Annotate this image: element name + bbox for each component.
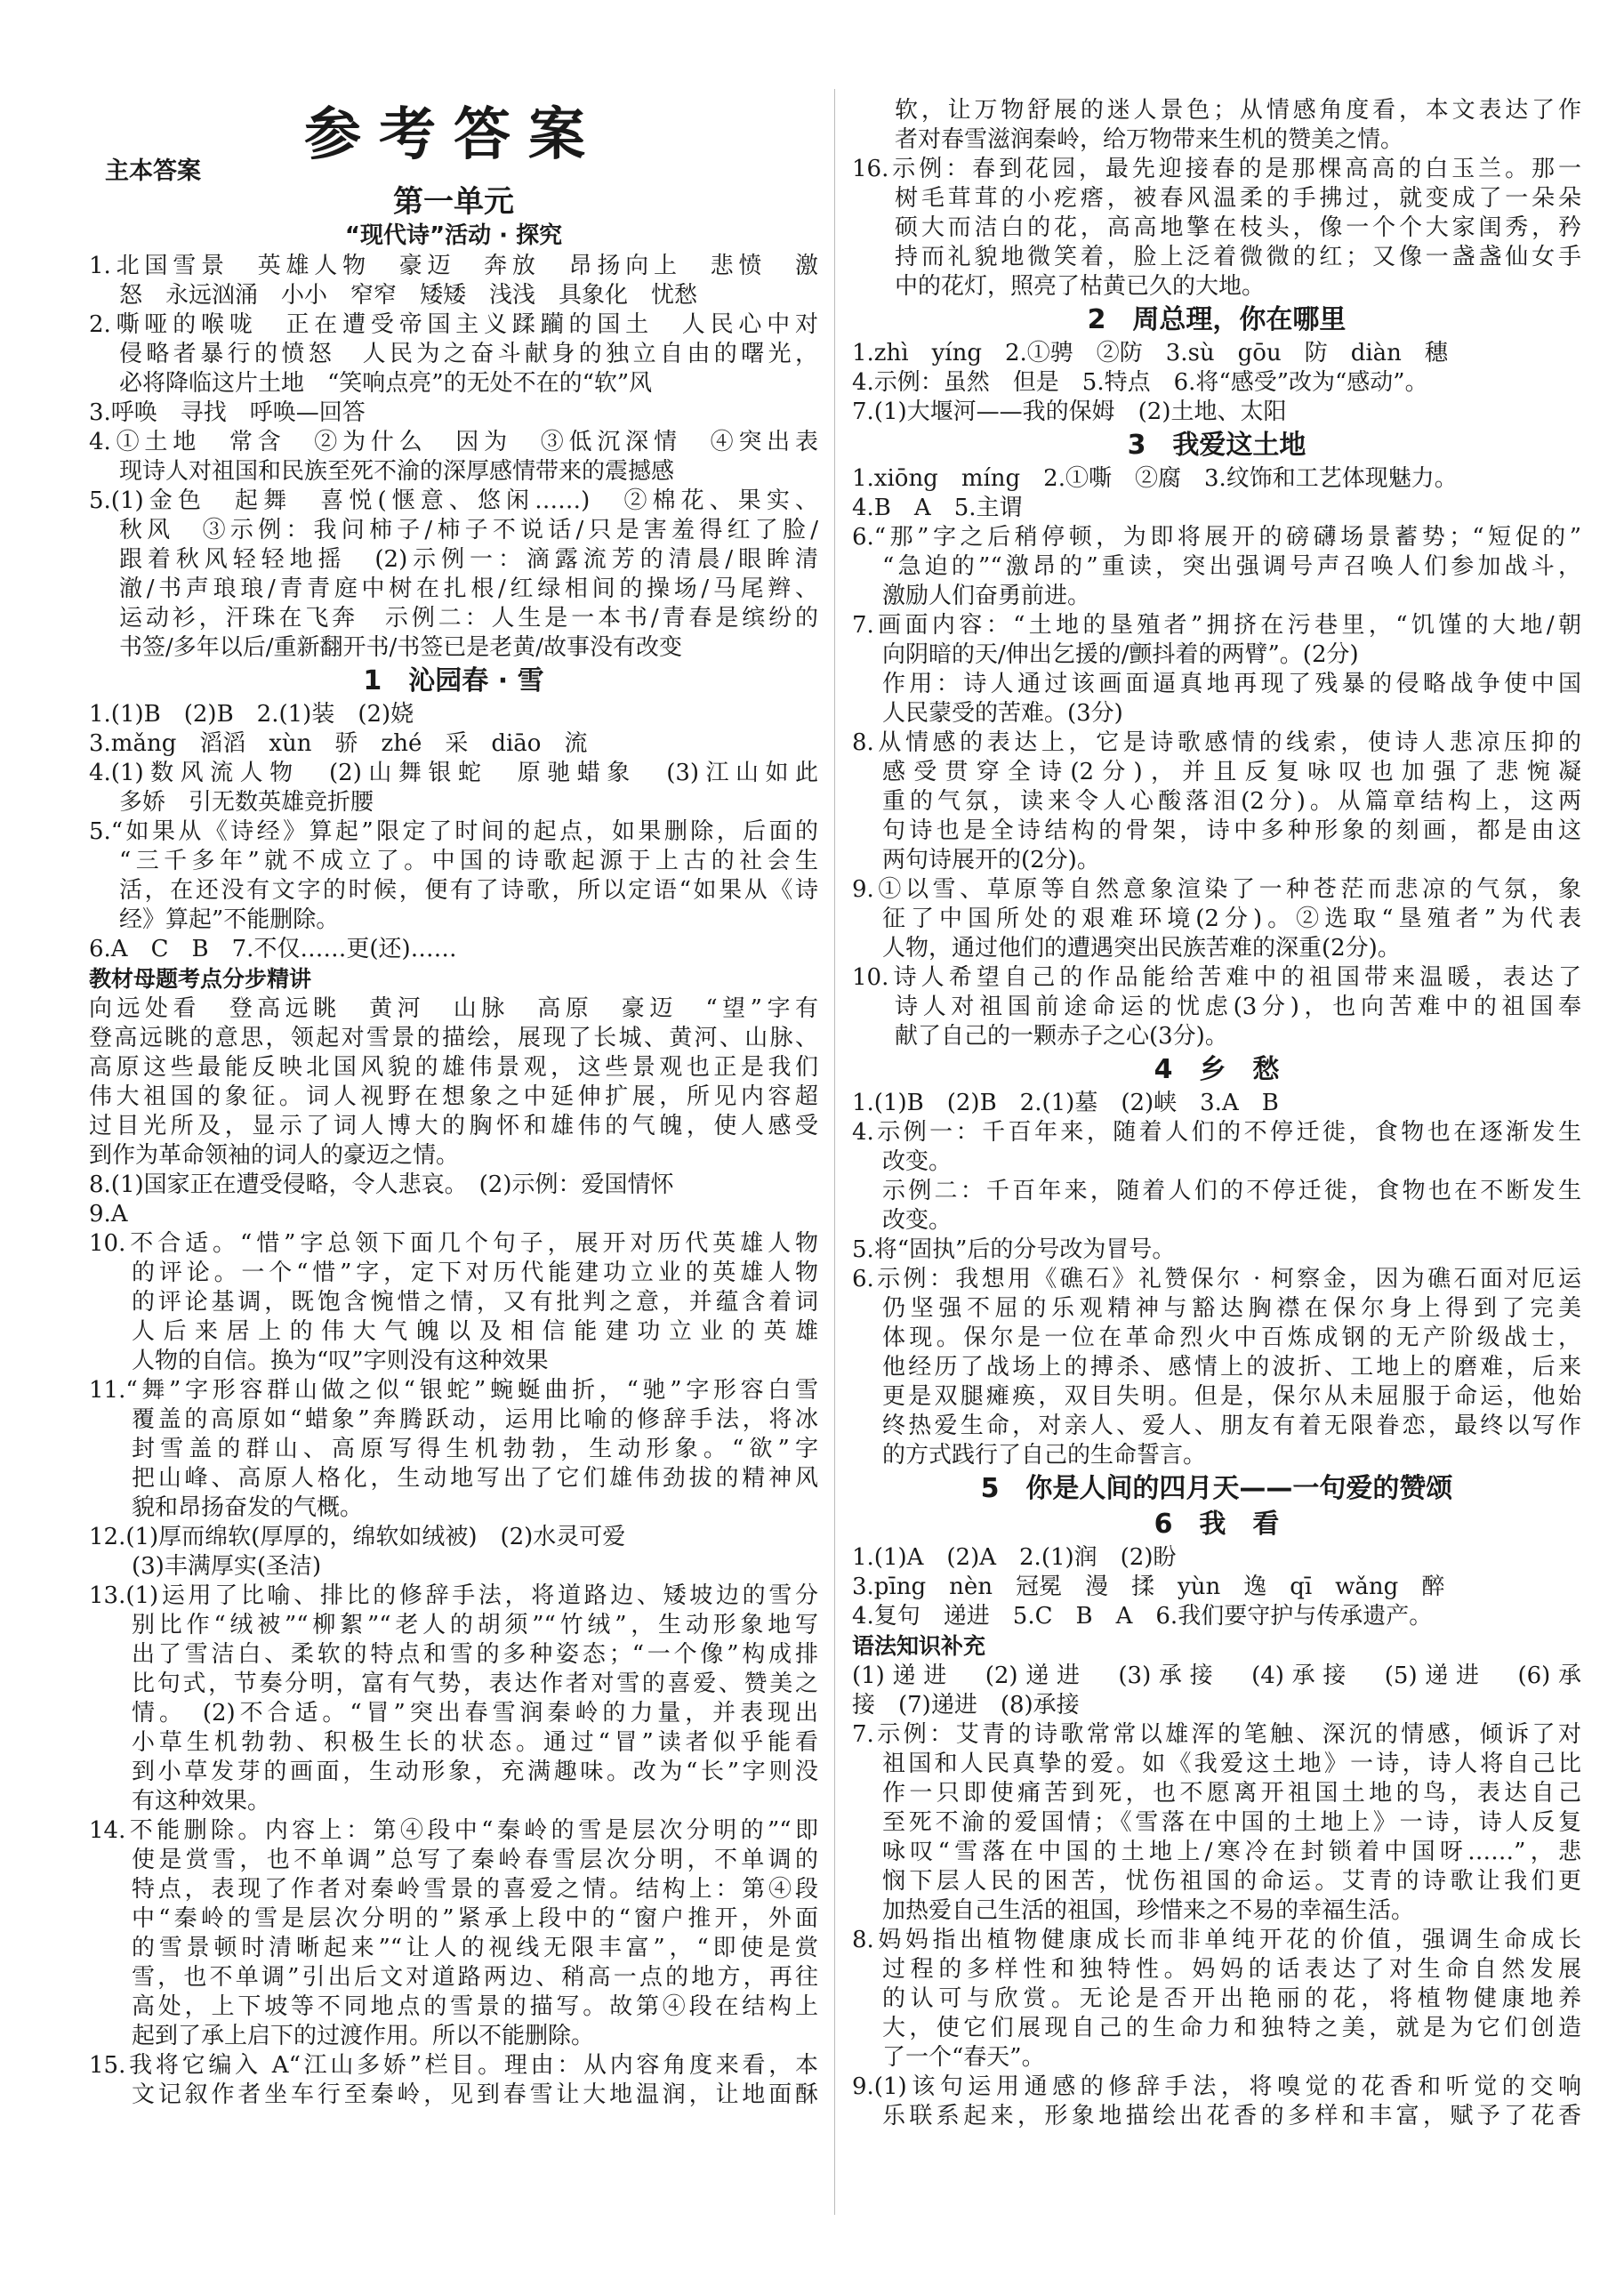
answer-line: 3.呼唤 寻找 呼唤—回答 bbox=[89, 399, 366, 426]
answer-line: 跟着秋风轻轻地摇 (2)示例一：滴露流芳的清晨/眼眸清 bbox=[119, 546, 818, 573]
answer-line: “急迫的”“激昂的”重读，突出强调号声召唤人们参加战斗， bbox=[882, 553, 1581, 580]
answer-line: 1.(1)A (2)A 2.(1)润 (2)盼 bbox=[852, 1544, 1177, 1571]
answer-line: 6.“那”字之后稍停顿，为即将展开的磅礴场景蓄势；“短促的” bbox=[852, 524, 1581, 551]
answer-line: 改变。 bbox=[882, 1148, 953, 1175]
answer-line: 14.不能删除。内容上：第④段中“秦岭的雪是层次分明的”“即 bbox=[89, 1817, 818, 1844]
answer-line: 高原这些最能反映北国风貌的雄伟景观，这些景观也正是我们 bbox=[89, 1054, 818, 1081]
answer-line: 9.(1)该句运用通感的修辞手法，将嗅觉的花香和听觉的交响 bbox=[852, 2073, 1581, 2100]
right-column-content bbox=[852, 96, 1581, 2131]
answer-line: 中的花灯，照亮了枯黄已久的大地。 bbox=[895, 273, 1266, 300]
section-heading: 1 沁园春 · 雪 bbox=[363, 665, 544, 696]
answer-line: 貌和昂扬奋发的气概。 bbox=[132, 1494, 364, 1521]
answer-line: 2.嘶哑的喉咙 正在遭受帝国主义蹂躏的国土 人民心中对 bbox=[89, 311, 818, 338]
answer-line: 的评论。一个“惜”字，定下对历代能建功立业的英雄人物 bbox=[132, 1260, 818, 1286]
answer-line: 的方式践行了自己的生命誓言。 bbox=[882, 1442, 1207, 1469]
answer-line: (1)递进 (2)递进 (3)承接 (4)承接 (5)递进 (6)承 bbox=[852, 1662, 1581, 1689]
answer-line: 8.从情感的表达上，它是诗歌感情的线索，使诗人悲凉压抑的 bbox=[852, 729, 1581, 756]
answer-line: 特点，表现了作者对秦岭雪景的喜爱之情。结构上：第④段 bbox=[132, 1876, 818, 1903]
section-heading: 5 你是人间的四月天——一句爱的赞颂 bbox=[980, 1473, 1453, 1504]
answer-line: 激励人们奋勇前进。 bbox=[882, 583, 1091, 609]
answer-line: 9.①以雪、草原等自然意象渲染了一种苍茫而悲凉的气氛，象 bbox=[852, 876, 1581, 903]
answer-line: 过程的多样性和独特性。妈妈的话表达了对生命自然发展 bbox=[882, 1956, 1581, 1983]
answer-line: 3.pīng nèn 冠冕 漫 揉 yùn 逸 qī wǎng 醉 bbox=[852, 1574, 1445, 1600]
answer-line: 咏叹“雪落在中国的土地上/寒冷在封锁着中国呀……”，悲 bbox=[882, 1839, 1581, 1865]
section-heading: 4 乡 愁 bbox=[1154, 1054, 1280, 1085]
answer-line: 7.(1)大堰河——我的保姆 (2)土地、太阳 bbox=[852, 398, 1287, 425]
answer-line: 高处，上下坡等不同地点的雪景的描写。故第④段在结构上 bbox=[132, 1993, 818, 2020]
answer-line: 重的气氛，读来令人心酸落泪(2分)。从篇章结构上，这两 bbox=[882, 788, 1581, 815]
answer-line: 把山峰、高原人格化，生动地写出了它们雄伟劲拔的精神风 bbox=[132, 1465, 818, 1492]
answer-line: 作用：诗人通过该画面逼真地再现了残暴的侵略战争使中国 bbox=[882, 671, 1581, 697]
section-heading: 2 周总理，你在哪里 bbox=[1087, 304, 1347, 335]
answer-line: 澈/书声琅琅/青青庭中树在扎根/红绿相间的操场/马尾辫、 bbox=[119, 576, 818, 602]
answer-line: 过目光所及，显示了词人博大的胸怀和雄伟的气魄，使人感受 bbox=[89, 1113, 818, 1139]
answer-line: 硕大而洁白的花，高高地擎在枝头，像一个个大家闺秀，矜 bbox=[895, 214, 1581, 241]
answer-line: 作一只即使痛苦到死，也不愿离开祖国土地的鸟，表达自己 bbox=[882, 1780, 1581, 1807]
answer-line: 仍坚强不屈的乐观精神与豁达胸襟在保尔身上得到了完美 bbox=[882, 1295, 1581, 1322]
answer-line: 11.“舞”字形容群山做之似“银蛇”蜿蜒曲折，“驰”字形容白雪 bbox=[89, 1377, 818, 1404]
answer-line: 现诗人对祖国和民族至死不渝的深厚感情带来的震撼感 bbox=[119, 458, 675, 485]
answer-line: 人物的自信。换为“叹”字则没有这种效果 bbox=[132, 1348, 549, 1374]
answer-line: 4.示例一：千百年来，随着人们的不停迁徙，食物也在逐渐发生 bbox=[852, 1119, 1581, 1146]
answer-line: 树毛茸茸的小疙瘩，被春风温柔的手拂过，就变成了一朵朵 bbox=[895, 185, 1581, 212]
answer-line: 别比作“绒被”“柳絮”“老人的胡须”“竹绒”，生动形象地写 bbox=[132, 1612, 818, 1638]
subsection-heading: 教材母题考点分步精讲 bbox=[89, 966, 312, 992]
answer-line: 10.诗人希望自己的作品能给苦难中的祖国带来温暖，表达了 bbox=[852, 964, 1581, 991]
answer-line: 使是赏雪，也不单调”总写了秦岭春雪层次分明，不单调的 bbox=[132, 1847, 818, 1873]
answer-line: 献了自己的一颗赤子之心(3分)。 bbox=[895, 1023, 1228, 1050]
answer-line: 大，使它们展现自己的生命力和独特之美，就是为它们创造 bbox=[882, 2015, 1581, 2041]
answer-line: 接 (7)递进 (8)承接 bbox=[852, 1692, 1080, 1719]
answer-line: 终热爱生命，对亲人、爱人、朋友有着无限眷恋，最终以写作 bbox=[882, 1413, 1581, 1439]
answer-line: 持而礼貌地微笑着，脸上泛着微微的红；又像一盏盏仙女手 bbox=[895, 244, 1581, 270]
answer-line: 体现。保尔是一位在革命烈火中百炼成钢的无产阶级战士， bbox=[882, 1324, 1581, 1351]
answer-line: 8.妈妈指出植物健康成长而非单纯开花的价值，强调生命成长 bbox=[852, 1927, 1581, 1953]
answer-line: 6.A C B 7.不仅……更(还)…… bbox=[89, 936, 457, 962]
answer-line: 7.示例：艾青的诗歌常常以雄浑的笔触、深沉的情感，倾诉了对 bbox=[852, 1721, 1581, 1748]
subsection-heading: 语法知识补充 bbox=[852, 1633, 986, 1659]
answer-line: 封雪盖的群山、高原写得生机勃勃，生动形象。“欲”字 bbox=[132, 1436, 818, 1462]
answer-line: 1.zhì yíng 2.①骋 ②防 3.sù gōu 防 diàn 穗 bbox=[852, 340, 1448, 366]
answer-line: 1.(1)B (2)B 2.(1)装 (2)娆 bbox=[89, 701, 414, 728]
answer-line: 秋风 ③示例：我问柿子/柿子不说话/只是害羞得红了脸/ bbox=[119, 517, 818, 543]
answer-line: 者对春雪滋润秦岭，给万物带来生机的赞美之情。 bbox=[895, 126, 1404, 153]
section-heading: 3 我爱这土地 bbox=[1127, 430, 1306, 461]
answer-line: 6.示例：我想用《礁石》礼赞保尔 · 柯察金，因为礁石面对厄运 bbox=[852, 1266, 1581, 1292]
answer-line: 加热爱自己生活的祖国，珍惜来之不易的幸福生活。 bbox=[882, 1897, 1415, 1924]
answer-line: (3)丰满厚实(圣洁) bbox=[132, 1553, 322, 1580]
answer-line: 15.我将它编入 A“江山多娇”栏目。理由：从内容角度来看，本 bbox=[89, 2052, 818, 2079]
answer-line: 3.mǎng 滔滔 xùn 骄 zhé 采 diāo 流 bbox=[89, 730, 588, 757]
answer-line: 出了雪洁白、柔软的特点和雪的多种姿态；“一个像”构成排 bbox=[132, 1641, 818, 1668]
answer-line: 4.(1)数风流人物 (2)山舞银蛇 原驰蜡象 (3)江山如此 bbox=[89, 760, 818, 786]
answer-line: 至死不渝的爱国情；《雪落在中国的土地上》一诗，诗人反复 bbox=[882, 1809, 1581, 1836]
answer-line: 他经历了战场上的搏杀、感情上的波折、工地上的磨难，后来 bbox=[882, 1354, 1581, 1381]
answer-line: 4.B A 5.主谓 bbox=[852, 495, 1023, 521]
answer-line: 有这种效果。 bbox=[132, 1788, 271, 1815]
answer-line: 8.(1)国家正在遭受侵略，令人悲哀。 (2)示例：爱国情怀 bbox=[89, 1171, 674, 1198]
answer-line: 了一个“春天”。 bbox=[882, 2044, 1045, 2071]
answer-line: 情。 (2)不合适。“冒”突出春雪润秦岭的力量，并表现出 bbox=[132, 1700, 818, 1727]
answer-line: 伟大祖国的象征。词人视野在想象之中延伸扩展，所见内容超 bbox=[89, 1083, 818, 1110]
answer-line: 征了中国所处的艰难环境(2分)。②选取“垦殖者”为代表 bbox=[882, 906, 1581, 932]
answer-line: 运动衫，汗珠在飞奔 示例二：人生是一本书/青春是缤纷的 bbox=[119, 605, 818, 632]
answer-line: 怒 永远汹涌 小小 窄窄 矮矮 浅浅 具象化 忧愁 bbox=[119, 282, 698, 309]
answer-line: 祖国和人民真挚的爱。如《我爱这土地》一诗，诗人将自己比 bbox=[882, 1751, 1581, 1777]
answer-line: 书签/多年以后/重新翻开书/书签已是老黄/故事没有改变 bbox=[119, 634, 683, 661]
answer-line: 到作为革命领袖的词人的豪迈之情。 bbox=[89, 1142, 460, 1169]
answer-line: 侵略者暴行的愤怒 人民为之奋斗献身的独立自由的曙光， bbox=[119, 341, 818, 367]
answer-line: 人物，通过他们的遭遇突出民族苦难的深重(2分)。 bbox=[882, 935, 1401, 962]
answer-line: 悯下层人民的困苦，忧伤祖国的命运。艾青的诗歌让我们更 bbox=[882, 1868, 1581, 1895]
answer-line: 人后来居上的伟大气魄以及相信能建功立业的英雄 bbox=[132, 1318, 818, 1345]
subtitle: 主本答案 bbox=[105, 157, 201, 185]
answer-line: 文记叙作者坐车行至秦岭，见到春雪让大地温润，让地面酥 bbox=[132, 2081, 818, 2108]
answer-line: 示例二：千百年来，随着人们的不停迁徙，食物也在不断发生 bbox=[882, 1178, 1581, 1204]
answer-line: 13.(1)运用了比喻、排比的修辞手法，将道路边、矮坡边的雪分 bbox=[89, 1582, 818, 1609]
answer-line: 到小草发芽的画面，生动形象，充满趣味。改为“长”字则没 bbox=[132, 1759, 818, 1785]
answer-line: 比句式，节奏分明，富有气势，表达作者对雪的喜爱、赞美之 bbox=[132, 1670, 818, 1697]
left-column-content bbox=[89, 182, 818, 2110]
answer-line: 两句诗展开的(2分)。 bbox=[882, 847, 1100, 873]
answer-line: 软，让万物舒展的迷人景色；从情感角度看，本文表达了作 bbox=[895, 97, 1581, 124]
answer-line: 4.复句 递进 5.C B A 6.我们要守护与传承遗产。 bbox=[852, 1603, 1433, 1630]
answer-line: 4.示例：虽然 但是 5.特点 6.将“感受”改为“感动”。 bbox=[852, 369, 1428, 396]
answer-line: 1.北国雪景 英雄人物 豪迈 奔放 昂扬向上 悲愤 激 bbox=[89, 253, 818, 279]
answer-line: 登高远眺的意思，领起对雪景的描绘，展现了长城、黄河、山脉、 bbox=[89, 1025, 818, 1051]
answer-line: 改变。 bbox=[882, 1207, 953, 1234]
section-heading: 第一单元 bbox=[393, 184, 514, 220]
answer-line: 更是双腿瘫痪，双目失明。但是，保尔从未屈服于命运，他始 bbox=[882, 1383, 1581, 1410]
answer-line: 9.A bbox=[89, 1201, 128, 1228]
answer-line: 的认可与欣赏。无论是否开出艳丽的花，将植物健康地养 bbox=[882, 1985, 1581, 2012]
answer-line: 乐联系起来，形象地描绘出花香的多样和丰富，赋予了花香 bbox=[882, 2103, 1581, 2129]
answer-line: 的雪景顿时清晰起来”“让人的视线无限丰富”，“即使是赏 bbox=[132, 1935, 818, 1961]
answer-line: 句诗也是全诗结构的骨架，诗中多种形象的刻画，都是由这 bbox=[882, 817, 1581, 844]
answer-line: 5.将“固执”后的分号改为冒号。 bbox=[852, 1236, 1176, 1263]
answer-line: 向远处看 登高远眺 黄河 山脉 高原 豪迈 “望”字有 bbox=[89, 995, 818, 1022]
answer-line: 的评论基调，既饱含惋惜之情，又有批判之意，并蕴含着词 bbox=[132, 1289, 818, 1316]
answer-line: 诗人对祖国前途命运的忧虑(3分)，也向苦难中的祖国奉 bbox=[895, 994, 1581, 1020]
answer-line: 活，在还没有文字的时候，便有了诗歌，所以定语“如果从《诗 bbox=[119, 877, 818, 904]
answer-line: 12.(1)厚而绵软(厚厚的，绵软如绒被) (2)水灵可爱 bbox=[89, 1524, 626, 1550]
answer-line: 10.不合适。“惜”字总领下面几个句子，展开对历代英雄人物 bbox=[89, 1230, 818, 1257]
answer-line: 1.xiōng míng 2.①嘶 ②腐 3.纹饰和工艺体现魅力。 bbox=[852, 465, 1458, 492]
answer-line: “三千多年”就不成立了。中国的诗歌起源于上古的社会生 bbox=[119, 848, 818, 874]
section-heading: 6 我 看 bbox=[1154, 1509, 1280, 1540]
answer-line: 经》算起”不能删除。 bbox=[119, 906, 340, 933]
answer-line: 5.(1)金色 起舞 喜悦(惬意、悠闲……) ②棉花、果实、 bbox=[89, 487, 818, 514]
answer-line: 小草生机勃勃、积极生长的状态。通过“冒”读者似乎能看 bbox=[132, 1729, 818, 1756]
answer-line: 中“秦岭的雪是层次分明的”紧承上段中的“窗户推开，外面 bbox=[132, 1905, 818, 1932]
answer-line: 16.示例：春到花园，最先迎接春的是那棵高高的白玉兰。那一 bbox=[852, 156, 1581, 182]
section-heading: “现代诗”活动 · 探究 bbox=[344, 222, 563, 249]
page-title: 参考答案 bbox=[304, 102, 603, 168]
answer-line: 雪，也不单调”引出后文对道路两边、稍高一点的地方，再往 bbox=[132, 1964, 818, 1991]
answer-line: 覆盖的高原如“蜡象”奔腾跃动，运用比喻的修辞手法，将冰 bbox=[132, 1406, 818, 1433]
answer-line: 必将降临这片土地 “笑响点亮”的无处不在的“软”风 bbox=[119, 370, 653, 397]
answer-line: 多娇 引无数英雄竞折腰 bbox=[119, 789, 374, 816]
answer-line: 起到了承上启下的过渡作用。所以不能删除。 bbox=[132, 2023, 595, 2049]
answer-line: 人民蒙受的苦难。(3分) bbox=[882, 700, 1123, 727]
column-divider bbox=[834, 89, 835, 2215]
answer-line: 4.①土地 常含 ②为什么 因为 ③低沉深情 ④突出表 bbox=[89, 429, 818, 455]
answer-line: 5.“如果从《诗经》算起”限定了时间的起点，如果删除，后面的 bbox=[89, 818, 818, 845]
answer-line: 向阴暗的天/伸出乞援的/颤抖着的两臂”。(2分) bbox=[882, 641, 1359, 668]
answer-line: 感受贯穿全诗(2分)，并且反复咏叹也加强了悲惋凝 bbox=[882, 759, 1581, 785]
answer-line: 1.(1)B (2)B 2.(1)墓 (2)峡 3.A B bbox=[852, 1090, 1279, 1116]
answer-line: 7.画面内容：“土地的垦殖者”拥挤在污巷里，“饥馑的大地/朝 bbox=[852, 612, 1581, 639]
